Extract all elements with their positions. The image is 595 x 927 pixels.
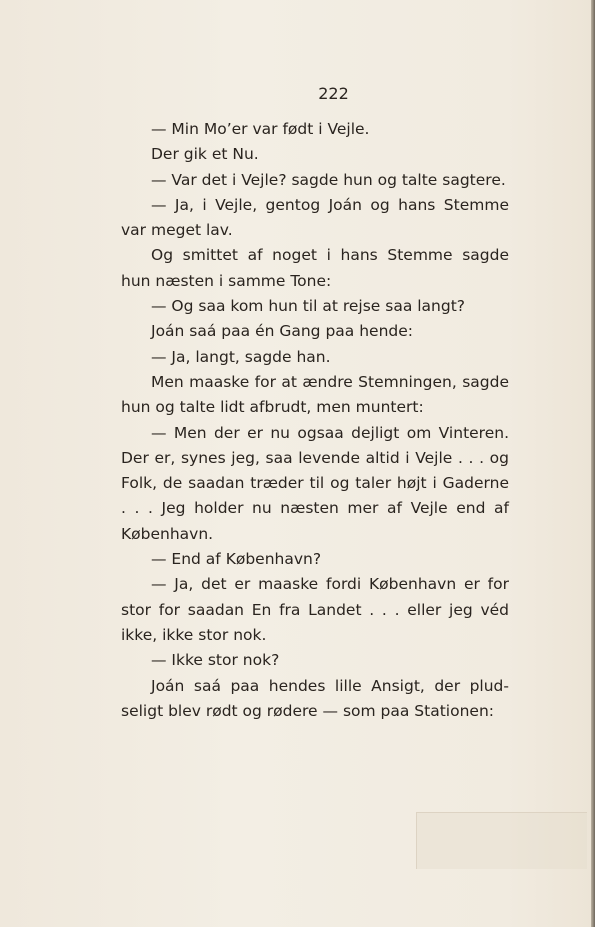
paragraph: Men maaske for at ændre Stemningen, sagde hun og talte lidt afbrudt, men muntert: (121, 372, 509, 417)
paragraph: — Ja, langt, sagde han. (151, 347, 331, 366)
paragraph: — Ja, det er maaske fordi København er for stor for saadan En fra Landet . . . eller jeg véd ikke, ikke stor nok. (121, 575, 509, 644)
paragraph: — Og saa kom hun til at rejse saa langt? (151, 297, 466, 316)
paper-discoloration (416, 812, 587, 869)
paragraph: — Ja, i Vejle, gentog Joán og hans Stemme var meget lav. (121, 195, 509, 240)
paragraph: — Ikke stor nok? (151, 651, 280, 670)
page-edge (591, 0, 595, 927)
paragraph: — Min Mo’er var født i Vejle. (151, 120, 370, 138)
page-number: 222 (318, 84, 349, 103)
paragraph: Der gik et Nu. (151, 145, 259, 164)
body-text (121, 117, 509, 724)
paragraph: — Var det i Vejle? sagde hun og talte sagtere. (151, 170, 506, 189)
paragraph: Joán saá paa hendes lille Ansigt, der pludseligt blev rødt og rødere — som paa Stationen: (121, 676, 509, 720)
paragraph: — Men der er nu ogsaa dejligt om Vinteren. Der er, synes jeg, saa levende altid i Vejle . . . og Folk, de saadan træder til og taler højt i Gaderne . . . Jeg holder nu næsten mer af Vejle end af København. (121, 423, 509, 543)
paragraph: Og smittet af noget i hans Stemme sagde hun næsten i samme Tone: (121, 246, 509, 290)
paragraph: — End af København? (151, 550, 322, 569)
paragraph: Joán saá paa én Gang paa hende: (151, 322, 413, 341)
